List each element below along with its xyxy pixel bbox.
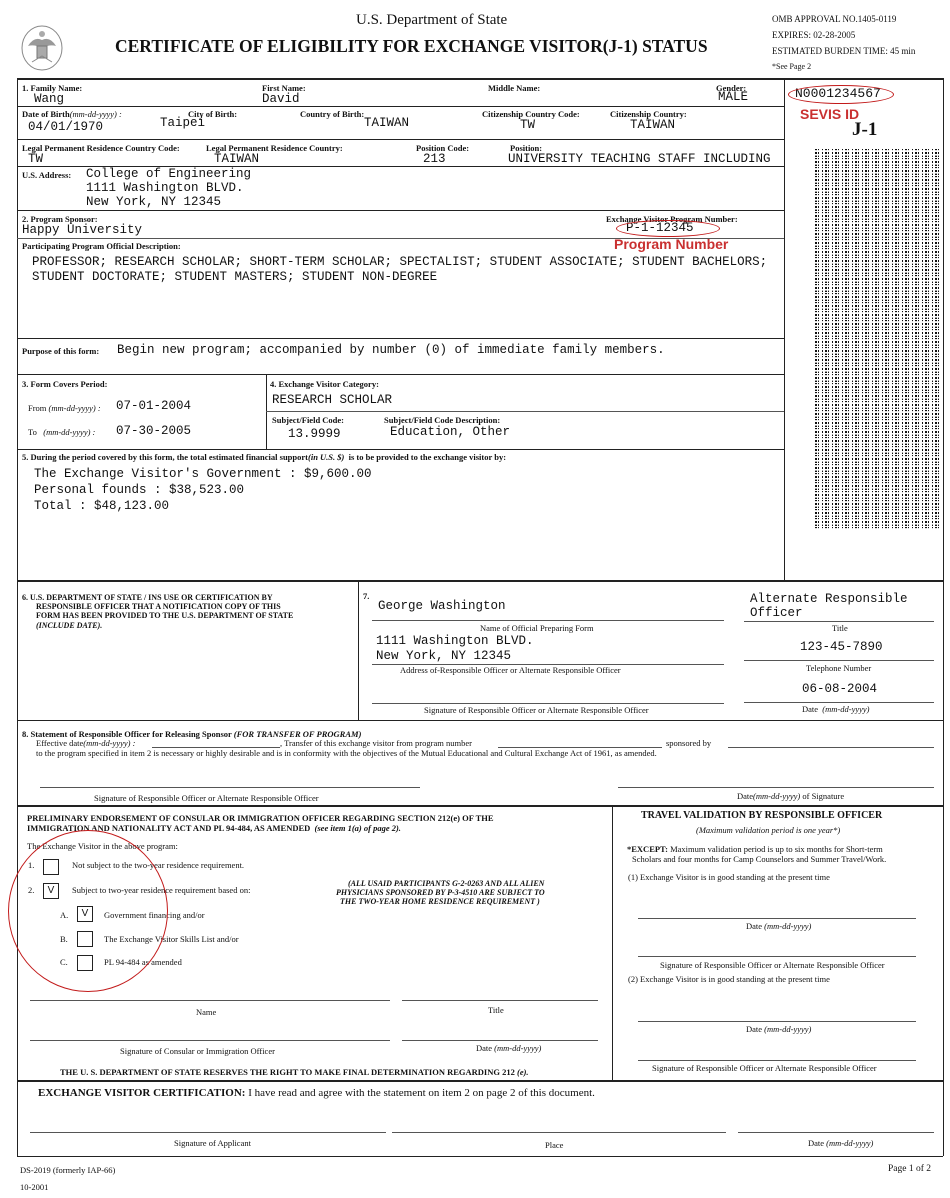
section-6-include-date: (INCLUDE DATE).	[36, 621, 103, 630]
sevis-id-circle	[788, 85, 894, 104]
dob-value: 04/01/1970	[28, 120, 104, 134]
travel-except-text: Maximum validation period is up to six months for Short-term	[670, 844, 883, 854]
financial-support-label	[22, 453, 506, 462]
position-value: UNIVERSITY TEACHING STAFF INCLUDING	[508, 152, 771, 166]
prelim-title-line-2-text: IMMIGRATION AND NATIONALITY ACT AND PL 94-484, AS AMENDED	[27, 823, 311, 833]
form-number: DS-2019 (formerly IAP-66)	[20, 1165, 116, 1175]
official-name-caption: Name of Official Preparing Form	[480, 623, 594, 633]
frame-right-bottom	[943, 1080, 944, 1156]
certification-statement	[38, 1087, 595, 1099]
option-a-text: Government financing and/or	[104, 910, 205, 920]
underline	[266, 411, 784, 412]
city-of-birth-value: Taipei	[160, 116, 206, 130]
first-name-value: David	[262, 92, 300, 106]
purpose-value: Begin new program; accompanied by number (0) of immediate family members.	[117, 343, 665, 357]
form-revision: 10-2001	[20, 1182, 49, 1192]
travel-except-label: *EXCEPT:	[627, 844, 668, 854]
row-divider	[17, 1080, 943, 1082]
underline	[618, 787, 934, 788]
option-c-letter: C.	[60, 957, 68, 967]
travel-item-2: (2) Exchange Visitor is in good standing at the present time	[628, 974, 830, 984]
officer-date-caption-text: Date	[802, 704, 819, 714]
position-code-label: Position Code:	[416, 143, 470, 153]
family-name-value: Wang	[34, 92, 65, 106]
expires: EXPIRES: 02-28-2005	[772, 30, 856, 40]
officer-signature-caption: Signature of Responsible Officer or Alternate Responsible Officer	[424, 705, 649, 715]
exchange-visitor-category-value: RESEARCH SCHOLAR	[272, 393, 393, 407]
travel-date-caption-1	[746, 922, 811, 932]
lpr-code-label: Legal Permanent Residence Country Code:	[22, 143, 180, 153]
red-annotation-circle	[8, 830, 168, 992]
option-1-text: Not subject to the two-year residence requirement.	[72, 860, 245, 870]
transfer-text: , Transfer of this exchange visitor from program number	[280, 738, 472, 748]
section-8-of-signature: of Signature	[802, 791, 845, 801]
row-divider	[17, 106, 784, 107]
2d-barcode-overlay	[815, 148, 940, 530]
officer-date-caption	[802, 705, 870, 715]
option-b-text: The Exchange Visitor Skills List and/or	[104, 934, 239, 944]
section-6-line-1: 6. U.S. DEPARTMENT OF STATE / INS USE OR CERTIFICATION BY	[22, 593, 273, 602]
place-caption: Place	[545, 1140, 564, 1150]
reserve-right-e: (e).	[517, 1067, 529, 1077]
travel-date-caption-2	[746, 1025, 811, 1035]
middle-name-label: Middle Name:	[488, 83, 541, 93]
underline	[30, 1132, 386, 1133]
program-description-label: Participating Program Official Description:	[22, 241, 181, 251]
us-address-label: U.S. Address:	[22, 170, 72, 180]
travel-date-format-2: (mm-dd-yyyy)	[764, 1024, 812, 1034]
burden-time: ESTIMATED BURDEN TIME: 45 min	[772, 46, 916, 56]
from-date-value: 07-01-2004	[116, 399, 192, 413]
row-divider	[17, 1156, 943, 1157]
citizenship-code-label: Citizenship Country Code:	[482, 109, 580, 119]
to-date-value: 07-30-2005	[116, 424, 192, 438]
program-description-line-1: PROFESSOR; RESEARCH SCHOLAR; SHORT-TERM SCHOLAR; SPECTALIST; STUDENT ASSOCIATE; STUDENT BACHELORS;	[32, 255, 768, 269]
consular-name-caption: Name	[196, 1007, 217, 1017]
underline	[40, 787, 420, 788]
option-1-number: 1.	[28, 860, 35, 870]
officer-address-line-1: 1111 Washington BLVD.	[376, 634, 534, 648]
gender-value: MALE	[718, 90, 749, 104]
officer-title-line-1: Alternate Responsible	[750, 592, 908, 606]
reserve-right-text: THE U. S. DEPARTMENT OF STATE RESERVES THE RIGHT TO MAKE FINAL DETERMINATION REGARDING 212	[60, 1067, 515, 1077]
usaid-note-line-1: (ALL USAID PARTICIPANTS G-2-0263 AND ALL ALIEN	[348, 879, 545, 888]
officer-phone-value: 123-45-7890	[800, 640, 883, 654]
officer-date-format: (mm-dd-yyyy)	[822, 704, 870, 714]
underline	[744, 621, 934, 622]
department-name: U.S. Department of State	[356, 12, 508, 28]
underline	[30, 1040, 390, 1041]
option-a-checkbox[interactable]: V	[77, 906, 93, 922]
effective-date-format: (mm-dd-yyyy) :	[83, 738, 136, 748]
us-address-line-1: College of Engineering	[86, 167, 252, 181]
frame-top	[17, 78, 943, 80]
frame-left-bottom	[17, 1080, 18, 1156]
applicant-date-format: (mm-dd-yyyy)	[826, 1138, 874, 1148]
underline	[30, 1000, 390, 1001]
subject-description-value: Education, Other	[390, 425, 511, 439]
frame-right	[943, 78, 944, 1080]
first-name-label: First Name:	[262, 83, 306, 93]
underline	[744, 702, 934, 703]
row-divider	[17, 139, 784, 140]
support-total: Total : $48,123.00	[34, 499, 170, 513]
officer-title-caption: Title	[832, 623, 848, 633]
certification-text: I have read and agree with the statement on item 2 on page 2 of this document.	[248, 1087, 595, 1099]
lpr-country-label: Legal Permanent Residence Country:	[206, 143, 343, 153]
certification-label: EXCHANGE VISITOR CERTIFICATION:	[38, 1087, 246, 1099]
financial-support-label-c: is to be provided to the exchange visitor by:	[348, 452, 507, 462]
gender-label: Gender:	[716, 83, 747, 93]
option-2-text: Subject to two-year residence requirement based on:	[72, 885, 251, 895]
from-label	[28, 404, 101, 414]
section-8-label-text: 8. Statement of Responsible Officer for Releasing Sponsor	[22, 729, 232, 739]
travel-validation-title: TRAVEL VALIDATION BY RESPONSIBLE OFFICER	[641, 810, 883, 821]
program-number-label: Exchange Visitor Program Number:	[606, 214, 738, 224]
program-description-line-2: STUDENT DOCTORATE; STUDENT MASTERS; STUDENT NON-DEGREE	[32, 270, 438, 284]
dob-format: (mm-dd-yyyy) :	[69, 109, 122, 119]
applicant-date-caption-text: Date	[808, 1138, 825, 1148]
prelim-title-line-1: PRELIMINARY ENDORSEMENT OF CONSULAR OR IMMIGRATION OFFICER REGARDING SECTION 212(e) OF THE	[27, 813, 494, 823]
subject-description-label: Subject/Field Code Description:	[384, 415, 501, 425]
see-page-note: *See Page 2	[772, 62, 812, 71]
country-of-birth-label: Country of Birth:	[300, 109, 365, 119]
financial-support-label-b: (in U.S. $)	[308, 452, 345, 462]
citizenship-country-value: TAIWAN	[630, 118, 676, 132]
usaid-note-line-2: PHYSICIANS SPONSORED BY P-3-4510 ARE SUBJECT TO	[336, 888, 545, 897]
officer-address-caption: Address of-Responsible Officer or Alternate Responsible Officer	[400, 665, 621, 675]
option-b-letter: B.	[60, 934, 68, 944]
program-number-value: P-1-12345	[626, 221, 694, 235]
consular-title-caption: Title	[488, 1005, 504, 1015]
us-address-line-3: New York, NY 12345	[86, 195, 222, 209]
sevis-id-annotation: SEVIS ID	[800, 106, 860, 122]
prelim-title-line-2-italic: (see item 1(a) of page 2).	[314, 823, 401, 833]
effective-date-label: Effective date	[36, 738, 84, 748]
lpr-country-value: TAIWAN	[214, 152, 260, 166]
officer-phone-caption: Telephone Number	[806, 663, 872, 673]
option-2-checkbox[interactable]: V	[43, 883, 59, 899]
travel-except-line-2: Scholars and four months for Camp Counselors and Summer Travel/Work.	[632, 854, 887, 864]
to-format: (mm-dd-yyyy) :	[43, 427, 96, 437]
form-title: CERTIFICATE OF ELIGIBILITY FOR EXCHANGE VISITOR(J-1) STATUS	[115, 36, 708, 56]
financial-support-label-a: 5. During the period covered by this form, the total estimated financial support	[22, 452, 308, 462]
position-code-value: 213	[423, 152, 446, 166]
underline	[728, 747, 934, 748]
sevis-id-value: N0001234567	[795, 86, 881, 101]
row-divider	[17, 449, 784, 450]
family-name-label: 1. Family Name:	[22, 83, 83, 93]
row-divider	[17, 805, 943, 807]
travel-date-caption-2-text: Date	[746, 1024, 763, 1034]
option-c-text: PL 94-484 as amended	[104, 957, 182, 967]
section-7-number: 7.	[363, 591, 370, 601]
exchange-visitor-category-label: 4. Exchange Visitor Category:	[270, 379, 379, 389]
underline	[17, 238, 784, 239]
travel-signature-caption-2: Signature of Responsible Officer or Alternate Responsible Officer	[652, 1063, 877, 1073]
prelim-intro: The Exchange Visitor in the above program:	[27, 841, 178, 851]
city-of-birth-label: City of Birth:	[188, 109, 238, 119]
consular-signature-caption: Signature of Consular or Immigration Officer	[120, 1046, 275, 1056]
underline	[392, 1132, 726, 1133]
country-of-birth-value: TAIWAN	[364, 116, 410, 130]
visa-type: J-1	[852, 119, 878, 140]
to-label	[28, 428, 95, 438]
underline	[638, 1021, 916, 1022]
underline	[638, 918, 916, 919]
section-8-label-italic: (FOR TRANSFER OF PROGRAM)	[233, 729, 362, 739]
purpose-label: Purpose of this form:	[22, 346, 100, 356]
barcode-column-divider	[784, 78, 785, 580]
dob-label-text: Date of Birth	[22, 109, 70, 119]
consular-date-caption-text: Date	[476, 1043, 493, 1053]
from-format: (mm-dd-yyyy) :	[48, 403, 101, 413]
omb-approval: OMB APPROVAL NO.1405-0119	[772, 14, 897, 24]
from-label-text: From	[28, 403, 47, 413]
travel-validation-subtitle: (Maximum validation period is one year*)	[696, 825, 841, 835]
officer-date-value: 06-08-2004	[802, 682, 878, 696]
option-a-letter: A.	[60, 910, 69, 920]
row-divider	[17, 338, 784, 339]
underline	[372, 620, 724, 621]
column-divider	[358, 580, 359, 720]
section-6-line-2: RESPONSIBLE OFFICER THAT A NOTIFICATION COPY OF THIS	[36, 602, 281, 611]
subject-code-value: 13.9999	[288, 427, 341, 441]
section-8-signature-caption: Signature of Responsible Officer or Alternate Responsible Officer	[94, 793, 319, 803]
citizenship-country-label: Citizenship Country:	[610, 109, 687, 119]
applicant-signature-caption: Signature of Applicant	[174, 1138, 251, 1148]
underline	[638, 956, 916, 957]
row-divider	[17, 580, 943, 582]
underline	[738, 1132, 934, 1133]
travel-signature-caption-1: Signature of Responsible Officer or Alternate Responsible Officer	[660, 960, 885, 970]
option-2-number: 2.	[28, 885, 35, 895]
program-number-circle	[616, 220, 720, 237]
section-8-date-caption	[737, 792, 844, 802]
position-label: Position:	[510, 143, 543, 153]
section-8-line-2: to the program specified in item 2 is necessary or highly desirable and is in conformity with the objectives of the Mutual Educational and Cultural Exchange Act of 1961, as amended.	[36, 748, 657, 758]
officer-address-line-2: New York, NY 12345	[376, 649, 512, 663]
usaid-note-line-3: THE TWO-YEAR HOME RESIDENCE REQUIREMENT )	[340, 897, 540, 906]
program-sponsor-value: Happy University	[22, 223, 143, 237]
section-6-line-3: FORM HAS BEEN PROVIDED TO THE U.S. DEPARTMENT OF STATE	[36, 611, 294, 620]
applicant-date-caption	[808, 1139, 873, 1149]
travel-item-1: (1) Exchange Visitor is in good standing at the present time	[628, 872, 830, 882]
row-divider	[17, 374, 784, 375]
program-number-annotation: Program Number	[614, 236, 729, 252]
form-covers-period-label: 3. Form Covers Period:	[22, 379, 108, 389]
underline	[744, 660, 934, 661]
department-seal	[20, 22, 64, 72]
subject-code-label: Subject/Field Code:	[272, 415, 345, 425]
us-address-line-2: 1111 Washington BLVD.	[86, 181, 244, 195]
row-divider	[17, 210, 784, 211]
underline	[638, 1060, 916, 1061]
reserve-right-statement	[60, 1068, 529, 1077]
consular-date-format: (mm-dd-yyyy)	[494, 1043, 542, 1053]
travel-date-format-1: (mm-dd-yyyy)	[764, 921, 812, 931]
underline	[372, 703, 724, 704]
travel-date-caption-1-text: Date	[746, 921, 763, 931]
section-8-date-format: (mm-dd-yyyy)	[753, 791, 801, 801]
consular-date-caption	[476, 1044, 541, 1054]
underline	[402, 1000, 598, 1001]
underline	[402, 1040, 598, 1041]
column-divider	[612, 805, 613, 1080]
program-sponsor-label: 2. Program Sponsor:	[22, 214, 98, 224]
dob-label	[22, 110, 122, 119]
row-divider	[17, 720, 943, 721]
page-number: Page 1 of 2	[888, 1164, 932, 1174]
lpr-code-value: TW	[28, 152, 44, 166]
support-government: The Exchange Visitor's Government : $9,600.00	[34, 467, 372, 481]
sponsored-by-text: sponsored by	[666, 738, 712, 748]
section-8-date-caption-text: Date	[737, 791, 754, 801]
officer-title-line-2: Officer	[750, 606, 803, 620]
citizenship-code-value: TW	[520, 118, 536, 132]
to-label-text: To	[28, 427, 37, 437]
official-name-value: George Washington	[378, 599, 506, 613]
support-personal: Personal founds : $38,523.00	[34, 483, 245, 497]
